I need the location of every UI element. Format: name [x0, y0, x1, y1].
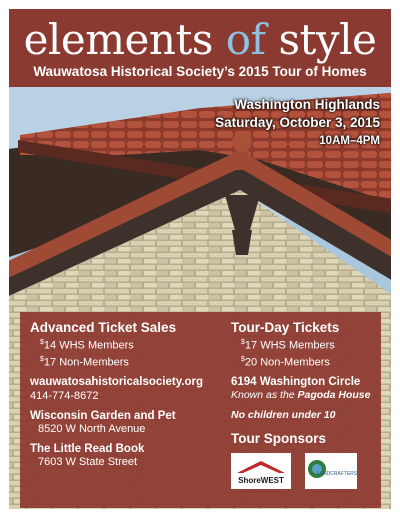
store1-name: Wisconsin Garden and Pet — [30, 410, 176, 423]
store2-address: 7603 W State Street — [38, 456, 138, 469]
advanced-whs-label: WHS Members — [59, 339, 134, 352]
shorewest-logo-text1: Shore — [238, 476, 261, 486]
tourday-non-label: Non-Members — [260, 356, 330, 369]
sponsor-logos — [231, 453, 381, 489]
title-part-of: of — [225, 15, 266, 64]
event-title — [9, 17, 391, 63]
phone-number: 414-774-8672 — [30, 390, 99, 403]
advanced-whs-price: $14 WHS Members — [40, 339, 134, 352]
landcrafters-logo-graphic — [305, 453, 357, 489]
sponsors-heading: Tour Sponsors — [231, 431, 327, 447]
ticket-info-panel — [20, 312, 381, 508]
tourday-heading: Tour-Day Tickets — [231, 320, 340, 335]
landcrafters-logo — [305, 453, 357, 489]
advanced-non-amount: 17 — [43, 356, 57, 369]
title-part-style: style — [265, 15, 377, 64]
website-link[interactable]: wauwatosahistoricalsociety.org — [30, 376, 203, 389]
known-as-prefix: Known as the — [231, 389, 298, 402]
age-restriction: No children under 10 — [231, 409, 336, 422]
tourday-whs-amount: 17 — [244, 339, 258, 352]
advanced-whs-amount: 14 — [43, 339, 57, 352]
event-subtitle: Wauwatosa Historical Society’s 2015 Tour of Homes — [33, 64, 367, 79]
neighborhood: Washington Highlands — [234, 97, 380, 112]
known-as-name: Pagoda House — [297, 389, 371, 402]
shorewest-logo — [231, 453, 291, 489]
tourday-whs-price: $17 WHS Members — [241, 339, 335, 352]
advanced-sales-heading: Advanced Ticket Sales — [30, 320, 177, 335]
advanced-non-label: Non-Members — [59, 356, 129, 369]
title-part-elements: elements — [23, 15, 226, 64]
event-time: 10AM–4PM — [319, 135, 380, 147]
known-as — [231, 389, 381, 401]
event-date: Saturday, October 3, 2015 — [215, 115, 380, 130]
tourday-column — [231, 320, 381, 489]
tourday-whs-label: WHS Members — [260, 339, 335, 352]
svg-text:ShoreWEST — [238, 476, 284, 485]
shorewest-logo-graphic — [231, 453, 291, 489]
advanced-non-price: $17 Non-Members — [40, 355, 129, 369]
event-details — [215, 96, 380, 150]
title-banner — [9, 9, 391, 87]
tourday-non-amount: 20 — [244, 356, 258, 369]
store1-address: 8520 W North Avenue — [38, 423, 146, 436]
tour-location: 6194 Washington Circle — [231, 376, 361, 389]
shorewest-logo-text2: WEST — [260, 476, 284, 486]
store2-name: The Little Read Book — [30, 443, 145, 456]
tourday-non-price: $20 Non-Members — [241, 355, 330, 369]
landcrafters-logo-text: LANDCRAFTERS — [316, 471, 357, 478]
advanced-sales-column — [30, 320, 230, 469]
